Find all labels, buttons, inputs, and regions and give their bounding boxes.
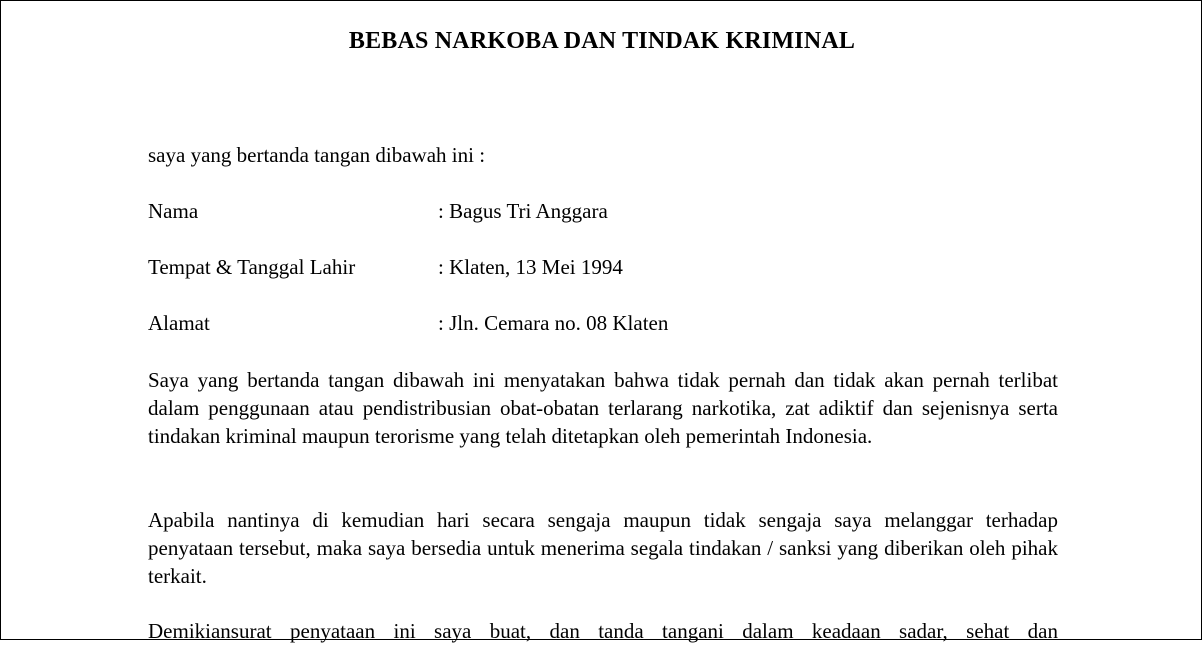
field-value: : Bagus Tri Anggara [438, 199, 608, 223]
intro-line: saya yang bertanda tangan dibawah ini : [148, 143, 486, 167]
field-value: : Klaten, 13 Mei 1994 [438, 255, 623, 279]
closing-paragraph: Demikiansurat penyataan ini saya buat, dan tanda tangani dalam keadaan sadar, sehat dan [148, 619, 1058, 643]
field-label: Nama [148, 199, 199, 223]
consequence-paragraph: Apabila nantinya di kemudian hari secara sengaja maupun tidak sengaja saya melanggar terhadap penyataan tersebut, maka saya bersedia untuk menerima segala tindakan / sanksi yang diberikan oleh pihak terkait. [148, 508, 1058, 588]
document-title: BEBAS NARKOBA DAN TINDAK KRIMINAL [348, 28, 856, 54]
field-value: : Jln. Cemara no. 08 Klaten [438, 311, 669, 335]
statement-paragraph: Saya yang bertanda tangan dibawah ini menyatakan bahwa tidak pernah dan tidak akan pernah terlibat dalam penggunaan atau pendistribusian obat-obatan terlarang narkotika, zat adiktif dan sejenisnya serta tindakan kriminal maupun terorisme yang telah ditetapkan oleh pemerintah Indonesia. [148, 368, 1058, 448]
field-label: Alamat [148, 311, 210, 335]
field-label: Tempat & Tanggal Lahir [148, 255, 356, 279]
